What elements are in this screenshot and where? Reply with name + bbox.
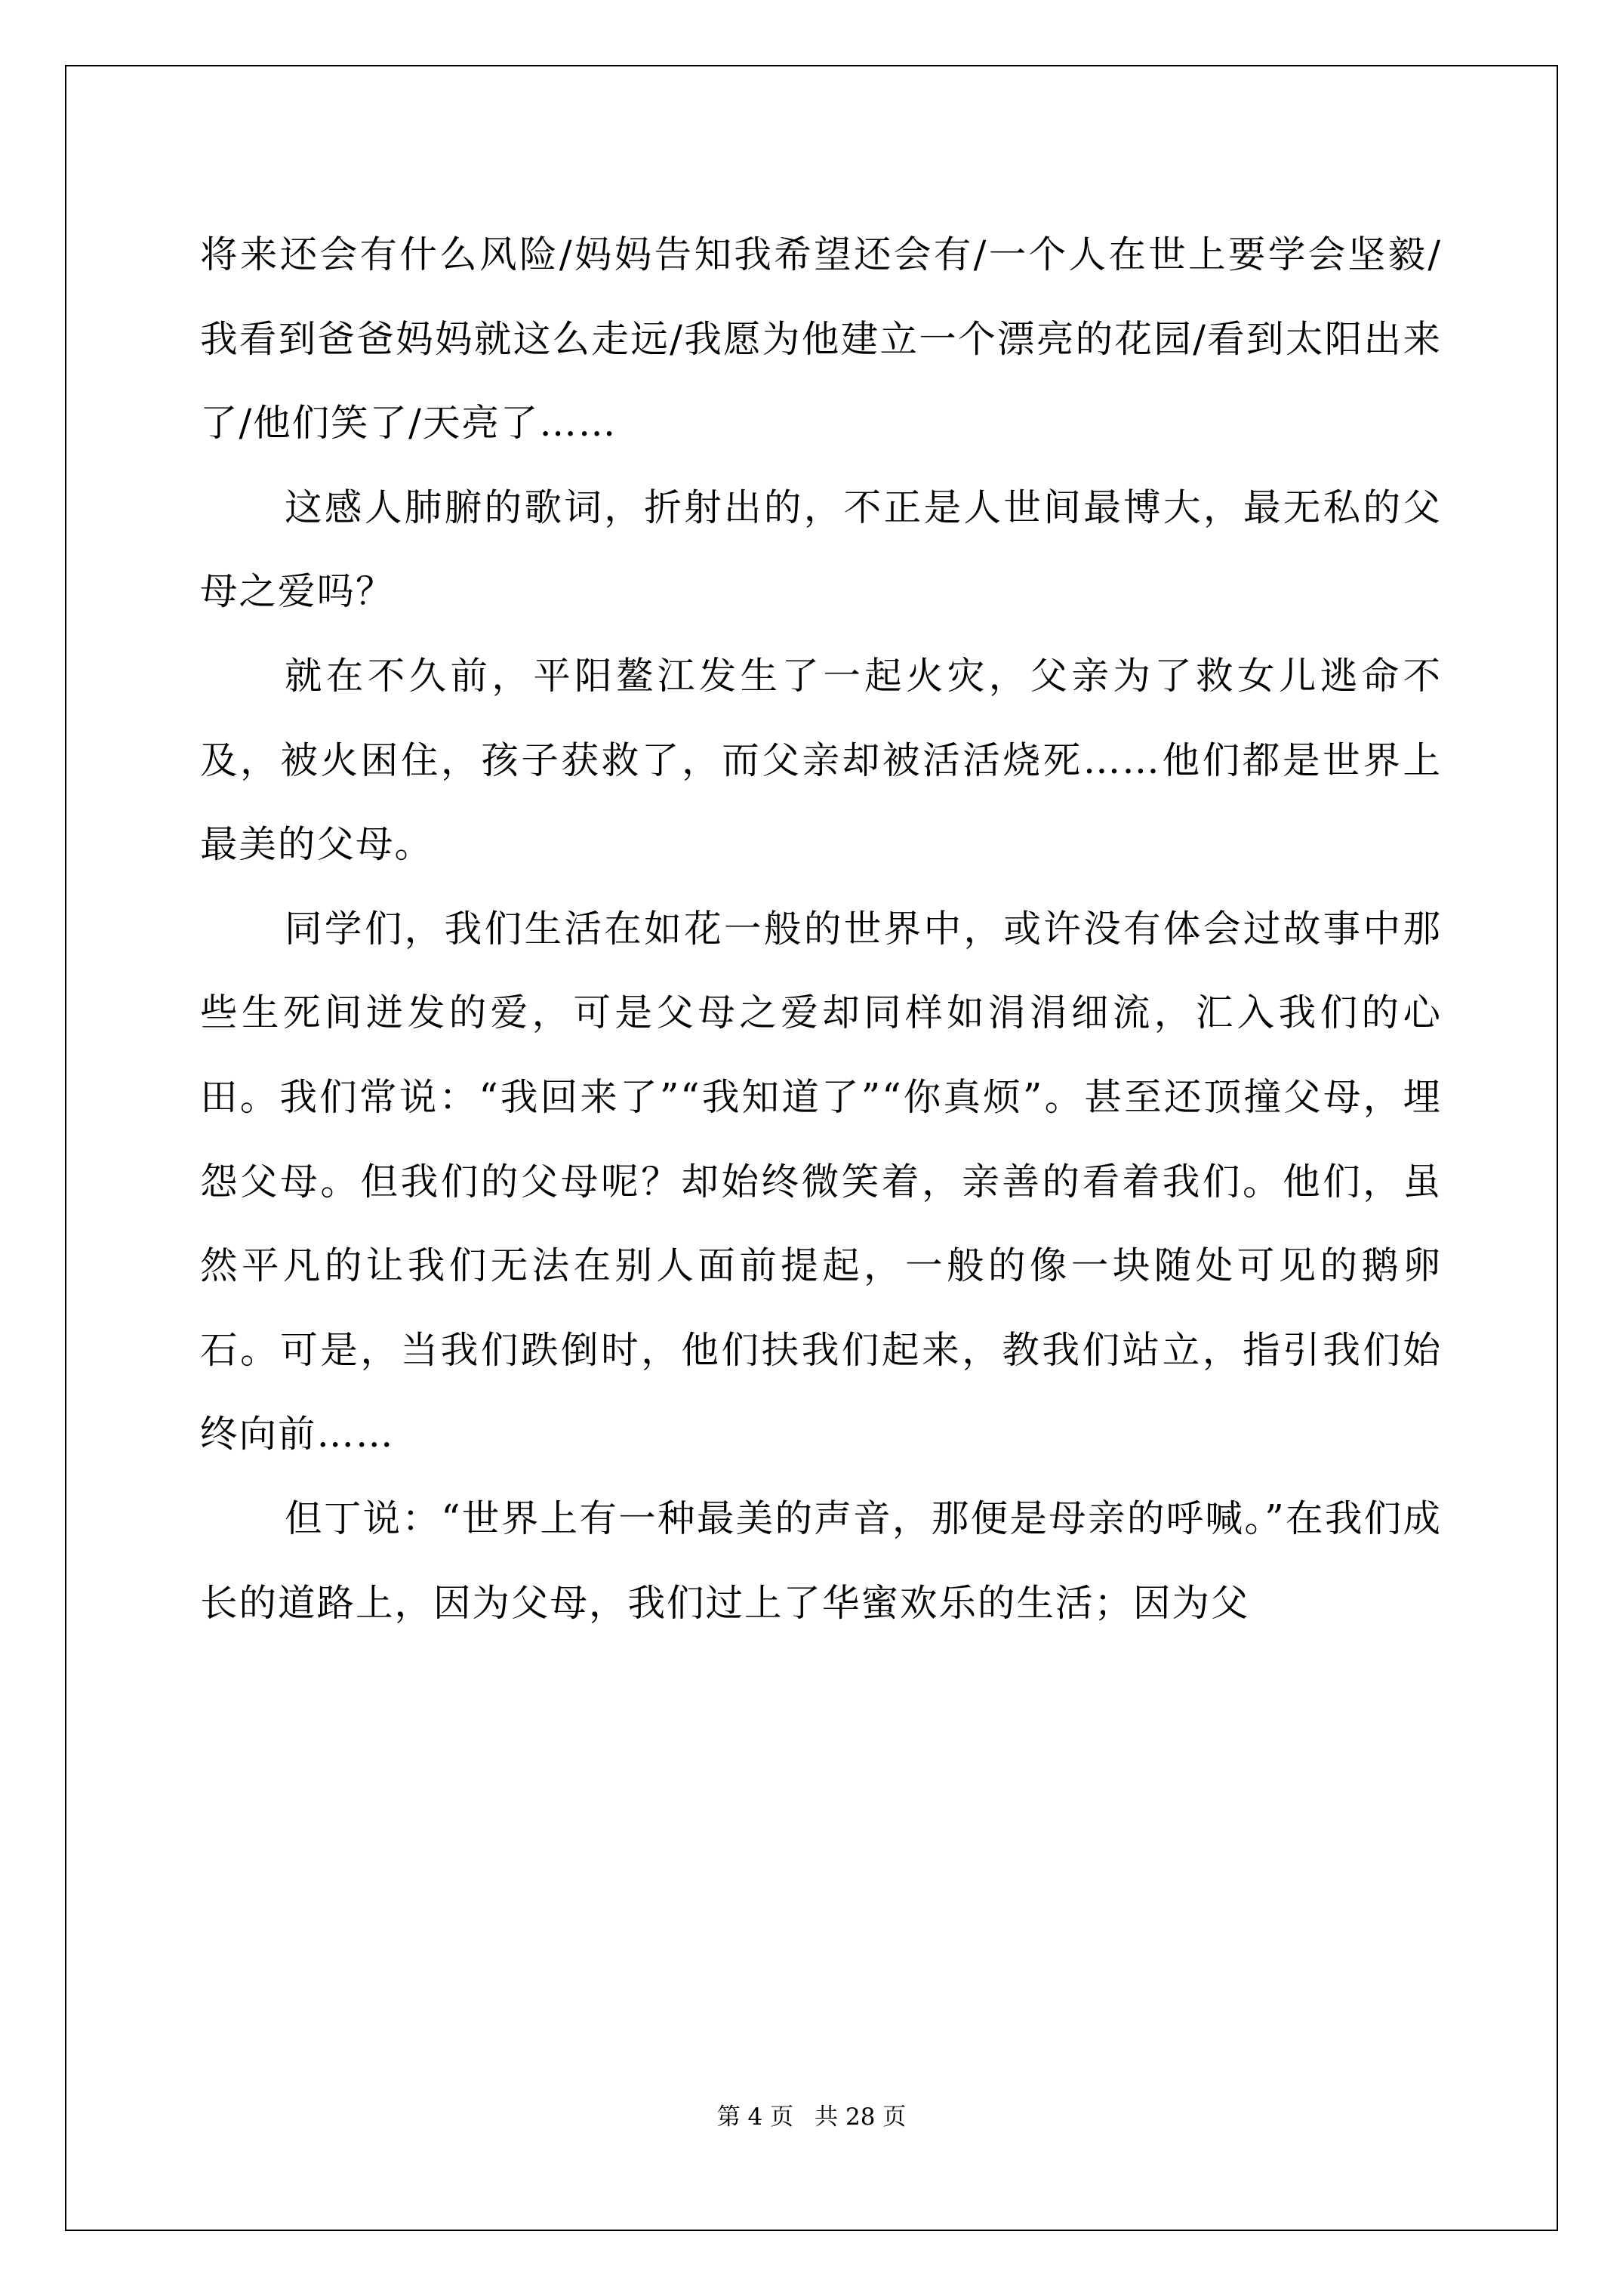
page-total: 共 28 页 <box>815 2103 907 2131</box>
page-number: 第 4 页 <box>716 2103 794 2131</box>
paragraph-1: 将来还会有什么风险/妈妈告知我希望还会有/一个人在世上要学会坚毅/我看到爸爸妈妈就这么走远/我愿为他建立一个漂亮的花园/看到太阳出来了/他们笑了/天亮了…… <box>200 233 1442 445</box>
paragraph-5: 但丁说：“世界上有一种最美的声音，那便是母亲的呼喊。”在我们成长的道路上，因为父母，我们过上了华蜜欢乐的生活；因为父 <box>200 1496 1442 1625</box>
page-footer <box>0 2097 1623 2131</box>
paragraph-2: 这感人肺腑的歌词，折射出的，不正是人世间最博大，最无私的父母之爱吗？ <box>200 485 1442 614</box>
paragraph-3: 就在不久前，平阳鳌江发生了一起火灾，父亲为了救女儿逃命不及，被火困住，孩子获救了，而父亲却被活活烧死……他们都是世界上最美的父母。 <box>200 653 1442 867</box>
paragraph-4: 同学们，我们生活在如花一般的世界中，或许没有体会过故事中那些生死间迸发的爱，可是父母之爱却同样如涓涓细流，汇入我们的心田。我们常说：“我回来了”“我知道了”“你真烦”。甚至还顶撞父母，埋怨父母。但我们的父母呢？却始终微笑着，亲善的看着我们。他们，虽然平凡的让我们无法在别人面前提起，一般的像一块随处可见的鹅卵石。可是，当我们跌倒时，他们扶我们起来，教我们站立，指引我们始终向前…… <box>200 906 1442 1456</box>
document-body <box>200 213 1442 2040</box>
